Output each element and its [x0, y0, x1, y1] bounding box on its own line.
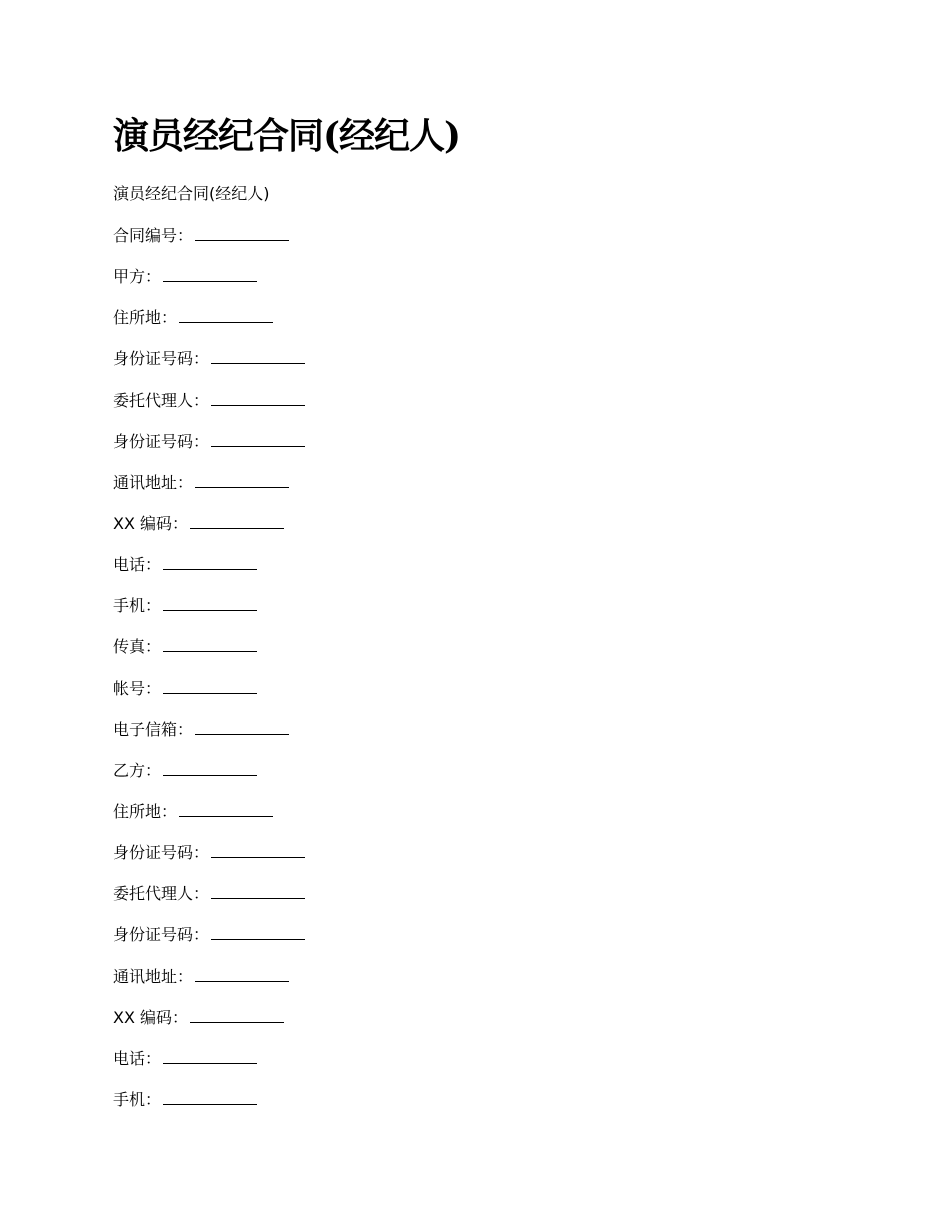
- field-blank-line: [163, 676, 257, 694]
- field-label: 手机：: [113, 1089, 162, 1109]
- field-blank-line: [211, 429, 305, 447]
- document-subtitle: 演员经纪合同(经纪人): [113, 184, 270, 203]
- field-party-b-mailing-address: [113, 964, 305, 1005]
- field-party-a-mobile: [113, 593, 305, 634]
- field-label: 电子信箱：: [113, 719, 194, 739]
- field-blank-line: [211, 840, 305, 858]
- field-label: 通讯地址：: [113, 472, 194, 492]
- field-label: 甲方：: [113, 267, 162, 287]
- field-party-a-postal-code: [113, 511, 305, 552]
- field-label: 住所地：: [113, 801, 178, 821]
- field-blank-line: [163, 264, 257, 282]
- field-label: 身份证号码：: [113, 349, 210, 369]
- field-party-b: [113, 758, 305, 799]
- field-party-a-email: [113, 717, 305, 758]
- field-party-a-fax: [113, 634, 305, 675]
- field-party-a: [113, 264, 305, 305]
- field-blank-line: [163, 1087, 257, 1105]
- field-blank-line: [195, 964, 289, 982]
- field-label: 乙方：: [113, 760, 162, 780]
- field-party-a-id-number: [113, 346, 305, 387]
- field-party-a-mailing-address: [113, 470, 305, 511]
- field-label: XX 编码：: [113, 1007, 189, 1027]
- field-blank-line: [211, 346, 305, 364]
- field-contract-number: [113, 223, 305, 264]
- field-blank-line: [163, 758, 257, 776]
- field-blank-line: [195, 470, 289, 488]
- field-blank-line: [211, 388, 305, 406]
- field-blank-line: [190, 511, 284, 529]
- field-blank-line: [190, 1005, 284, 1023]
- field-label: 身份证号码：: [113, 925, 210, 945]
- field-party-a-agent: [113, 388, 305, 429]
- field-blank-line: [163, 552, 257, 570]
- field-party-b-address: [113, 799, 305, 840]
- field-party-b-agent-id-number: [113, 922, 305, 963]
- field-blank-line: [195, 223, 289, 241]
- field-label: 电话：: [113, 555, 162, 575]
- field-party-b-postal-code: [113, 1005, 305, 1046]
- field-party-a-account: [113, 676, 305, 717]
- field-label: XX 编码：: [113, 513, 189, 533]
- field-party-a-address: [113, 305, 305, 346]
- field-blank-line: [179, 799, 273, 817]
- field-label: 委托代理人：: [113, 884, 210, 904]
- field-blank-line: [211, 922, 305, 940]
- field-blank-line: [163, 634, 257, 652]
- document-title: 演员经纪合同(经纪人): [113, 115, 461, 157]
- field-party-b-id-number: [113, 840, 305, 881]
- field-blank-line: [179, 305, 273, 323]
- field-party-b-agent: [113, 881, 305, 922]
- field-label: 身份证号码：: [113, 431, 210, 451]
- field-blank-line: [195, 717, 289, 735]
- field-label: 手机：: [113, 596, 162, 616]
- field-label: 住所地：: [113, 308, 178, 328]
- contract-field-list: [113, 223, 305, 1128]
- field-blank-line: [163, 1046, 257, 1064]
- field-label: 委托代理人：: [113, 390, 210, 410]
- field-blank-line: [211, 881, 305, 899]
- field-party-b-mobile: [113, 1087, 305, 1128]
- field-party-a-phone: [113, 552, 305, 593]
- field-party-a-agent-id-number: [113, 429, 305, 470]
- field-blank-line: [163, 593, 257, 611]
- field-label: 帐号：: [113, 678, 162, 698]
- field-label: 合同编号：: [113, 226, 194, 245]
- field-label: 身份证号码：: [113, 843, 210, 863]
- field-label: 通讯地址：: [113, 966, 194, 986]
- field-label: 电话：: [113, 1048, 162, 1068]
- field-party-b-phone: [113, 1046, 305, 1087]
- field-label: 传真：: [113, 637, 162, 657]
